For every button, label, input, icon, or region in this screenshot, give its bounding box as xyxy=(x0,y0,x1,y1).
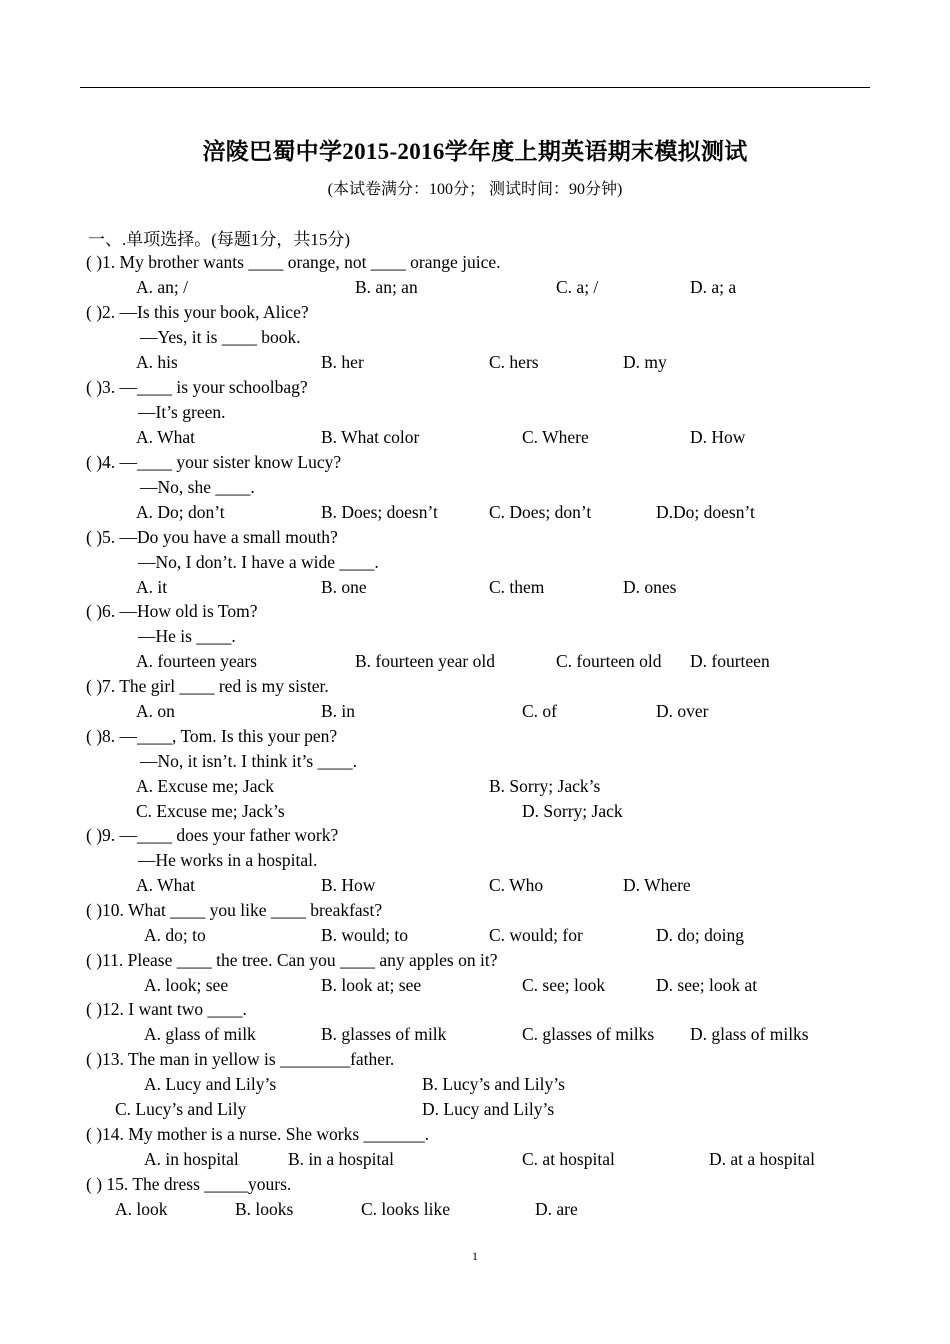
option: C. Who xyxy=(489,875,544,895)
option: B. one xyxy=(321,577,367,597)
option: D. do; doing xyxy=(656,925,744,945)
question-reply: —He is ____. xyxy=(138,626,236,646)
option: D. see; look at xyxy=(656,975,758,995)
question-stem: ( )1. My brother wants ____ orange, not ____ orange juice. xyxy=(86,252,501,272)
question-reply: —No, she ____. xyxy=(140,477,255,497)
option: D. glass of milks xyxy=(690,1024,809,1044)
option: A. an; / xyxy=(136,277,189,297)
question-stem: ( )6. —How old is Tom? xyxy=(86,601,258,621)
option: B. fourteen year old xyxy=(355,651,495,671)
option: C. of xyxy=(522,701,557,721)
option: B. would; to xyxy=(321,925,409,945)
option: A. What xyxy=(136,427,195,447)
option: C. a; / xyxy=(556,277,599,297)
option: D. Where xyxy=(623,875,691,895)
page-subtitle: (本试卷满分：100分； 测试时间：90分钟) xyxy=(327,181,623,198)
option: A. look xyxy=(115,1199,168,1219)
option: D. are xyxy=(535,1199,578,1219)
question-reply: —He works in a hospital. xyxy=(138,850,318,870)
question-stem: ( )3. —____ is your schoolbag? xyxy=(86,377,308,397)
option: D. fourteen xyxy=(690,651,770,671)
question-reply: —No, it isn’t. I think it’s ____. xyxy=(140,751,357,771)
page-title: 涪陵巴蜀中学2015-2016学年度上期英语期末模拟测试 xyxy=(202,139,748,164)
option: B. Does; doesn’t xyxy=(321,502,438,522)
option: D. at a hospital xyxy=(709,1149,815,1169)
option: B. an; an xyxy=(355,277,418,297)
option: B. her xyxy=(321,352,364,372)
question-stem: ( )10. What ____ you like ____ breakfast? xyxy=(86,900,383,920)
option: C. at hospital xyxy=(522,1149,615,1169)
option: C. Lucy’s and Lily xyxy=(115,1099,247,1119)
option: D. my xyxy=(623,352,667,372)
question-stem: ( ) 15. The dress _____yours. xyxy=(86,1174,292,1194)
option: D. Sorry; Jack xyxy=(522,801,623,821)
option: A. it xyxy=(136,577,168,597)
option: C. looks like xyxy=(361,1199,450,1219)
question-stem: ( )9. —____ does your father work? xyxy=(86,825,339,845)
option: A. his xyxy=(136,352,178,372)
option: A. Excuse me; Jack xyxy=(136,776,275,796)
option: A. fourteen years xyxy=(136,651,257,671)
option: A. in hospital xyxy=(144,1149,239,1169)
question-reply: —No, I don’t. I have a wide ____. xyxy=(138,552,379,572)
option: A. Lucy and Lily’s xyxy=(144,1074,277,1094)
option: C. fourteen old xyxy=(556,651,662,671)
option: C. glasses of milks xyxy=(522,1024,655,1044)
option: C. Where xyxy=(522,427,589,447)
option: B. What color xyxy=(321,427,420,447)
option: C. would; for xyxy=(489,925,583,945)
option: B. Lucy’s and Lily’s xyxy=(422,1074,565,1094)
question-reply: —Yes, it is ____ book. xyxy=(140,327,301,347)
option: A. What xyxy=(136,875,195,895)
question-stem: ( )2. —Is this your book, Alice? xyxy=(86,302,309,322)
option: B. glasses of milk xyxy=(321,1024,447,1044)
question-stem: ( )11. Please ____ the tree. Can you ____ any apples on it? xyxy=(86,950,498,970)
page-number: 1 xyxy=(472,1249,478,1263)
option: A. do; to xyxy=(144,925,206,945)
question-stem: ( )4. —____ your sister know Lucy? xyxy=(86,452,342,472)
option: A. glass of milk xyxy=(144,1024,256,1044)
option: C. see; look xyxy=(522,975,606,995)
option: B. How xyxy=(321,875,376,895)
option: D. ones xyxy=(623,577,677,597)
option: B. looks xyxy=(235,1199,294,1219)
option: A. on xyxy=(136,701,175,721)
option: B. in a hospital xyxy=(288,1149,394,1169)
option: D. over xyxy=(656,701,709,721)
option: A. Do; don’t xyxy=(136,502,225,522)
option: B. in xyxy=(321,701,356,721)
question-stem: ( )12. I want two ____. xyxy=(86,999,247,1019)
header-rule xyxy=(80,87,870,88)
option: D. a; a xyxy=(690,277,737,297)
question-stem: ( )7. The girl ____ red is my sister. xyxy=(86,676,329,696)
question-stem: ( )14. My mother is a nurse. She works _______. xyxy=(86,1124,430,1144)
option: B. look at; see xyxy=(321,975,422,995)
option: D. How xyxy=(690,427,746,447)
option: B. Sorry; Jack’s xyxy=(489,776,601,796)
question-reply: —It’s green. xyxy=(138,402,226,422)
option: D. Lucy and Lily’s xyxy=(422,1099,555,1119)
option: C. Excuse me; Jack’s xyxy=(136,801,285,821)
option: C. Does; don’t xyxy=(489,502,592,522)
question-stem: ( )8. —____, Tom. Is this your pen? xyxy=(86,726,338,746)
option: D.Do; doesn’t xyxy=(656,502,755,522)
question-stem: ( )13. The man in yellow is ________father. xyxy=(86,1049,395,1069)
option: C. them xyxy=(489,577,545,597)
option: C. hers xyxy=(489,352,539,372)
question-stem: ( )5. —Do you have a small mouth? xyxy=(86,527,338,547)
section-heading: 一、.单项选择。(每题1分，共15分) xyxy=(88,230,351,249)
option: A. look; see xyxy=(144,975,229,995)
